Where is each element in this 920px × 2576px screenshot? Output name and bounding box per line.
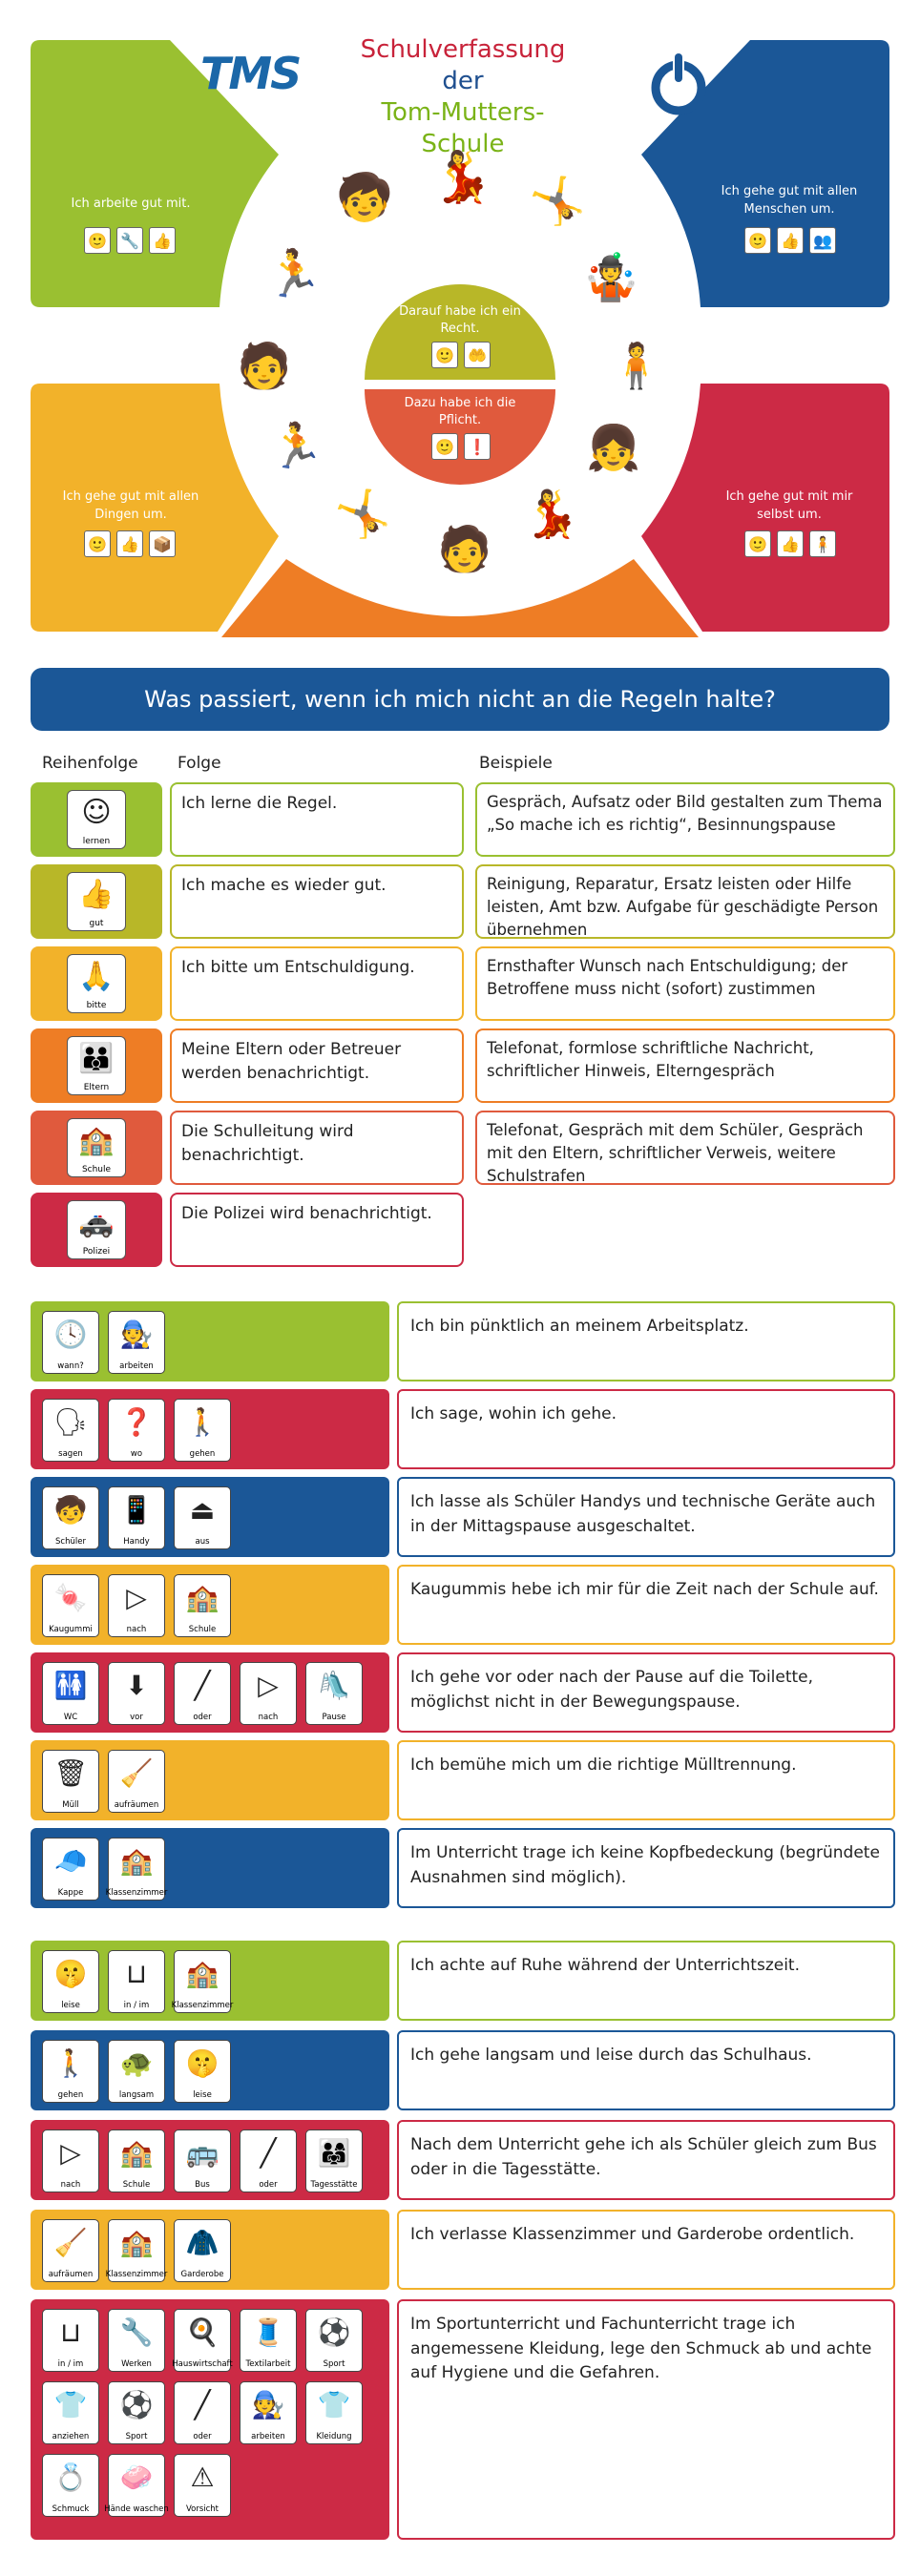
pictogram-label: gehen: [189, 1449, 216, 1459]
pictogram-icon: 👕 anziehen: [42, 2381, 99, 2444]
pictogram-label: in / im: [123, 2001, 150, 2010]
rule-row: [31, 1301, 895, 1381]
rule-text: Ich bemühe mich um die richtige Mülltrennung.: [397, 1740, 895, 1820]
header-examples: Beispiele: [479, 754, 553, 773]
exclamation-icon: ❗: [464, 433, 491, 460]
school-icon: 🏫 Schule: [67, 1118, 126, 1177]
pictogram-icon: 🚶 gehen: [42, 2040, 99, 2103]
child-figure-icon: 🧑: [437, 523, 492, 574]
consequence-row: [31, 782, 895, 857]
pictogram-icon: 🧒 Schüler: [42, 1486, 99, 1549]
pictogram-label: Textilarbeit: [245, 2359, 291, 2369]
self-icon: 🧍: [809, 530, 836, 557]
pictogram-icon: 🕓 wann?: [42, 1311, 99, 1374]
rule-symbols: [31, 1565, 389, 1645]
pictogram-label: Pause: [322, 1713, 346, 1722]
rule-symbols: [31, 2210, 389, 2290]
rule-text: Ich lasse als Schüler Handys und technische Geräte auch in der Mittagspause ausgeschaltet.: [397, 1477, 895, 1557]
pictogram-icon: 🍬 Kaugummi: [42, 1574, 99, 1637]
pictogram-icon: 🚻 WC: [42, 1662, 99, 1725]
pictogram-label: Schule: [188, 1625, 217, 1634]
pictogram-label: Klassenzimmer: [105, 2270, 168, 2279]
pictogram-label: sagen: [58, 1449, 83, 1459]
police-car-icon: 🚓 Polizei: [67, 1200, 126, 1259]
pictogram-label: Kleidung: [316, 2432, 352, 2441]
rule-symbols: [31, 2030, 389, 2110]
pictogram-label: in / im: [57, 2359, 84, 2369]
rule-row: [31, 2210, 895, 2290]
pictogram-label: Schule: [122, 2180, 151, 2190]
rule-text: Ich achte auf Ruhe während der Unterrichtszeit.: [397, 1941, 895, 2021]
pictogram-icon: ╱ oder: [174, 1662, 231, 1725]
thumbs-up-icon: 👍 gut: [67, 872, 126, 931]
rule-symbols: [31, 2120, 389, 2200]
pictogram-label: nach: [126, 1625, 147, 1634]
quadrant-symbols-self: [744, 530, 836, 557]
rule-symbols: [31, 2299, 389, 2540]
pictogram-label: nach: [258, 1713, 279, 1722]
pictogram-label: Klassenzimmer: [105, 1888, 168, 1898]
rule-row: [31, 1941, 895, 2021]
rule-symbols: [31, 1941, 389, 2021]
duties-symbols: [431, 433, 491, 460]
consequence-row: [31, 946, 895, 1021]
pictogram-icon: ╱ oder: [240, 2129, 297, 2192]
pictogram-icon: ⚽ Sport: [305, 2309, 363, 2372]
pictogram-label: langsam: [118, 2090, 155, 2100]
tool-icon: 🔧: [116, 227, 143, 254]
consequence-text: Die Polizei wird benachrichtigt.: [170, 1193, 464, 1267]
duties-text: Dazu habe ich die Pflicht.: [404, 396, 516, 428]
pictogram-icon: 🐢 langsam: [108, 2040, 165, 2103]
pictogram-label: aufräumen: [48, 2270, 94, 2279]
thumbs-up-icon: 👍: [116, 530, 143, 557]
pictogram-label: Garderobe: [180, 2270, 224, 2279]
child-figure-icon: 🤹: [582, 251, 639, 304]
pictogram-icon: ⬇ vor: [108, 1662, 165, 1725]
pictogram-label: oder: [193, 1713, 212, 1722]
organization-logo-icon: [645, 50, 712, 116]
rule-row: [31, 1565, 895, 1645]
page-title: [344, 34, 582, 160]
rule-row: [31, 1389, 895, 1469]
rule-text: Ich gehe langsam und leise durch das Schulhaus.: [397, 2030, 895, 2110]
pictogram-label: wann?: [57, 1361, 84, 1371]
pictogram-label: Müll: [62, 1800, 79, 1810]
title-line-2: der: [442, 67, 484, 95]
consequence-row: [31, 1111, 895, 1185]
rule-text: Kaugummis hebe ich mir für die Zeit nach der Schule auf.: [397, 1565, 895, 1645]
pictogram-icon: ⏏ aus: [174, 1486, 231, 1549]
person-icon: 🙂: [84, 227, 111, 254]
consequence-row: [31, 1028, 895, 1103]
header-order: Reihenfolge: [42, 754, 138, 773]
quadrant-text-work: Ich arbeite gut mit.: [71, 197, 191, 211]
thumbs-up-icon: 👍: [149, 227, 176, 254]
pictogram-label: Vorsicht: [185, 2504, 220, 2514]
consequence-text: Ich mache es wieder gut.: [170, 864, 464, 939]
consequence-example: Telefonat, Gespräch mit dem Schüler, Gespräch mit den Eltern, schriftlicher Verweis, weitere Schulstrafen: [475, 1111, 895, 1185]
pictogram-label: Kappe: [57, 1888, 84, 1898]
consequence-row: [31, 1193, 895, 1267]
pictogram-icon: 🧑‍🔧 arbeiten: [240, 2381, 297, 2444]
rule-row: [31, 1477, 895, 1557]
rule-text: Ich gehe vor oder nach der Pause auf die Toilette, möglichst nicht in der Bewegungspause.: [397, 1652, 895, 1733]
child-figure-icon: 💃: [431, 149, 493, 206]
learn-icon: ☺ lernen: [67, 790, 126, 849]
person-icon: 🙂: [431, 433, 458, 460]
rule-row: [31, 1652, 895, 1733]
rule-text: Ich verlasse Klassenzimmer und Garderobe ordentlich.: [397, 2210, 895, 2290]
child-figure-icon: 🏃: [265, 247, 323, 301]
person-icon: 🙂: [431, 342, 458, 368]
quadrant-text-self: Ich gehe gut mit mir selbst um.: [725, 489, 853, 522]
pictogram-icon: 👨‍👩‍👧 Tagesstätte: [305, 2129, 363, 2192]
rule-text: Nach dem Unterricht gehe ich als Schüler gleich zum Bus oder in die Tagesstätte.: [397, 2120, 895, 2200]
pictogram-icon: 📱 Handy: [108, 1486, 165, 1549]
rule-text: Im Unterricht trage ich keine Kopfbedeckung (begründete Ausnahmen sind möglich).: [397, 1828, 895, 1908]
pictogram-label: oder: [259, 2180, 278, 2190]
pictogram-label: leise: [193, 2090, 212, 2100]
pictogram-label: aus: [195, 1537, 210, 1547]
thumbs-up-icon: 👍: [777, 227, 804, 254]
child-figure-icon: 🧑: [237, 340, 292, 391]
pictogram-icon: 🔧 Werken: [108, 2309, 165, 2372]
rule-row: [31, 2120, 895, 2200]
pictogram-label: Sport: [125, 2432, 148, 2441]
consequence-text: Meine Eltern oder Betreuer werden benachrichtigt.: [170, 1028, 464, 1103]
pictogram-label: Schüler: [55, 1537, 86, 1547]
quadrant-symbols-work: [84, 227, 176, 254]
child-figure-icon: 🧍: [609, 340, 664, 391]
title-line-1: Schulverfassung: [360, 35, 566, 64]
child-figure-icon: 🤸: [529, 175, 586, 228]
pictogram-icon: 🧹 aufräumen: [42, 2219, 99, 2282]
pictogram-label: Hauswirtschaft: [172, 2359, 233, 2369]
person-icon: 🙂: [84, 530, 111, 557]
pictogram-label: Kaugummi: [49, 1625, 93, 1634]
pictogram-icon: 🏫 Schule: [174, 1574, 231, 1637]
rule-row: [31, 1740, 895, 1820]
pictogram-icon: 🍳 Hauswirtschaft: [174, 2309, 231, 2372]
pictogram-label: leise: [61, 2001, 80, 2010]
rule-symbols: [31, 1740, 389, 1820]
pictogram-icon: ⊔ in / im: [108, 1950, 165, 2013]
pictogram-icon: 👕 Kleidung: [305, 2381, 363, 2444]
pictogram-icon: ▷ nach: [42, 2129, 99, 2192]
pictogram-label: gehen: [57, 2090, 84, 2100]
pictogram-icon: ▷ nach: [108, 1574, 165, 1637]
pictogram-icon: 🧼 Hände waschen: [108, 2454, 165, 2517]
rule-symbols: [31, 1389, 389, 1469]
pictogram-icon: ⚠ Vorsicht: [174, 2454, 231, 2517]
rule-symbols: [31, 1828, 389, 1908]
consequence-example: Reinigung, Reparatur, Ersatz leisten oder Hilfe leisten, Amt bzw. Aufgabe für geschädigte Person übernehmen: [475, 864, 895, 939]
pictogram-label: arbeiten: [251, 2432, 285, 2441]
pictogram-icon: 🧑‍🔧 arbeiten: [108, 1311, 165, 1374]
child-figure-icon: 🤸: [334, 488, 391, 541]
rule-symbols: [31, 1477, 389, 1557]
child-figure-icon: 💃: [523, 488, 580, 541]
pictogram-icon: 🏫 Klassenzimmer: [108, 2219, 165, 2282]
rights-symbols: [431, 342, 491, 368]
consequence-text: Ich lerne die Regel.: [170, 782, 464, 857]
pictogram-label: Bus: [195, 2180, 210, 2190]
pictogram-icon: 🤫 leise: [42, 1950, 99, 2013]
hero-section: [0, 0, 920, 649]
rights-text: Darauf habe ich ein Recht.: [399, 304, 521, 337]
child-figure-icon: 🏃: [269, 420, 324, 471]
consequence-example: Ernsthafter Wunsch nach Entschuldigung; der Betroffene muss nicht (sofort) zustimmen: [475, 946, 895, 1021]
tms-logo: TMS: [200, 48, 301, 99]
pictogram-icon: ⚽ Sport: [108, 2381, 165, 2444]
pictogram-label: nach: [60, 2180, 81, 2190]
quadrant-text-things: Ich gehe gut mit allen Dingen um.: [62, 489, 199, 522]
pictogram-icon: 🚶 gehen: [174, 1399, 231, 1462]
pictogram-label: oder: [193, 2432, 212, 2441]
rule-row: [31, 2030, 895, 2110]
people-icon: 👥: [809, 227, 836, 254]
pictogram-icon: 🧹 aufräumen: [108, 1750, 165, 1813]
pictogram-icon: 🏫 Klassenzimmer: [108, 1838, 165, 1901]
pictogram-icon: ❓ wo: [108, 1399, 165, 1462]
pictogram-icon: 🏫 Klassenzimmer: [174, 1950, 231, 2013]
objects-icon: 📦: [149, 530, 176, 557]
pictogram-label: Hände waschen: [104, 2504, 169, 2514]
pictogram-icon: 🗑 Müll: [42, 1750, 99, 1813]
quadrant-text-people: Ich gehe gut mit allen Menschen um.: [721, 184, 858, 217]
header-consequence: Folge: [178, 754, 221, 773]
pictogram-label: aufräumen: [114, 1800, 159, 1810]
pictogram-icon: 🧵 Textilarbeit: [240, 2309, 297, 2372]
rule-symbols: [31, 1652, 389, 1733]
rule-row: [31, 2299, 895, 2540]
rule-text: Ich sage, wohin ich gehe.: [397, 1389, 895, 1469]
hands-icon: 🤲: [464, 342, 491, 368]
pictogram-label: WC: [63, 1713, 78, 1722]
person-icon: 🙂: [744, 227, 771, 254]
consequence-example: Telefonat, formlose schriftliche Nachricht, schriftlicher Hinweis, Elterngespräch: [475, 1028, 895, 1103]
parents-icon: 👪 Eltern: [67, 1036, 126, 1095]
child-figure-icon: 👧: [586, 422, 641, 473]
consequences-banner: Was passiert, wenn ich mich nicht an die Regeln halte?: [31, 668, 889, 731]
pictogram-icon: ⊔ in / im: [42, 2309, 99, 2372]
pictogram-label: wo: [130, 1449, 143, 1459]
pictogram-icon: 🚌 Bus: [174, 2129, 231, 2192]
pictogram-label: Handy: [123, 1537, 150, 1547]
child-figure-icon: 🧒: [336, 171, 393, 224]
pictogram-label: arbeiten: [119, 1361, 154, 1371]
quadrant-symbols-people: [744, 227, 836, 254]
pictogram-icon: 🧢 Kappe: [42, 1838, 99, 1901]
consequence-text: Die Schulleitung wird benachrichtigt.: [170, 1111, 464, 1185]
pictogram-icon: 🏫 Schule: [108, 2129, 165, 2192]
please-icon: 🙏 bitte: [67, 954, 126, 1013]
pictogram-label: Schmuck: [52, 2504, 90, 2514]
person-icon: 🙂: [744, 530, 771, 557]
pictogram-label: Klassenzimmer: [171, 2001, 234, 2010]
consequence-row: [31, 864, 895, 939]
quadrant-symbols-things: [84, 530, 176, 557]
pictogram-icon: 🛝 Pause: [305, 1662, 363, 1725]
rule-text: Ich bin pünktlich an meinem Arbeitsplatz.: [397, 1301, 895, 1381]
pictogram-label: Tagesstätte: [310, 2180, 358, 2190]
pictogram-icon: ▷ nach: [240, 1662, 297, 1725]
pictogram-icon: 🗣 sagen: [42, 1399, 99, 1462]
pictogram-icon: ╱ oder: [174, 2381, 231, 2444]
pictogram-label: Sport: [323, 2359, 345, 2369]
rule-text: Im Sportunterricht und Fachunterricht trage ich angemessene Kleidung, lege den Schmuck ab und achte auf Hygiene und die Gefahren.: [397, 2299, 895, 2540]
pictogram-label: anziehen: [52, 2432, 90, 2441]
pictogram-icon: 🧥 Garderobe: [174, 2219, 231, 2282]
rule-symbols: [31, 1301, 389, 1381]
rule-row: [31, 1828, 895, 1908]
pictogram-label: Werken: [121, 2359, 152, 2369]
consequence-example: Gespräch, Aufsatz oder Bild gestalten zum Thema „So mache ich es richtig“, Besinnungspause: [475, 782, 895, 857]
consequence-text: Ich bitte um Entschuldigung.: [170, 946, 464, 1021]
pictogram-icon: 🤫 leise: [174, 2040, 231, 2103]
thumbs-up-icon: 👍: [777, 530, 804, 557]
title-line-3: Tom-Mutters-Schule: [381, 98, 545, 158]
pictogram-label: vor: [130, 1713, 143, 1722]
pictogram-icon: 💍 Schmuck: [42, 2454, 99, 2517]
